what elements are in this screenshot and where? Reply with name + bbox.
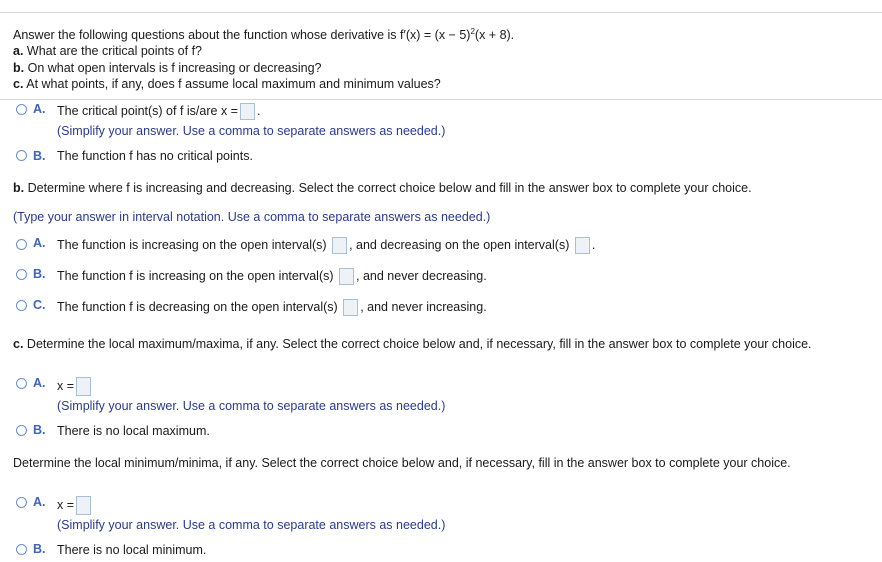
- partC-max-optA-text: [57, 377, 93, 396]
- partB-prompt: [13, 181, 752, 195]
- partA-optA-radio[interactable]: [16, 104, 27, 115]
- partB-optC-label2: , and never increasing.: [360, 299, 487, 314]
- question-a-text: What are the critical points of f?: [26, 44, 203, 58]
- partA-optA-end: .: [256, 103, 261, 118]
- partB-optC-radio[interactable]: [16, 300, 27, 311]
- partC-max-optB-radio[interactable]: [16, 425, 27, 436]
- partC-max-optA-radio[interactable]: [16, 378, 27, 389]
- partC-max-optB-letter: B.: [33, 423, 46, 437]
- partA-optA-letter: A.: [33, 102, 46, 116]
- partC-min-optA-radio[interactable]: [16, 497, 27, 508]
- decreasing-intervals-input[interactable]: [575, 237, 590, 254]
- partB-optA-label1: The function is increasing on the open interval(s): [57, 237, 327, 252]
- partC-prompt-text: Determine the local maximum/maxima, if any. Select the correct choice below and, if necessary, fill in the answer box to complete your choice.: [26, 337, 812, 351]
- question-b-label: b.: [13, 61, 25, 75]
- partB-prompt-label: b.: [13, 181, 25, 195]
- partC-min-prompt: Determine the local minimum/minima, if any. Select the correct choice below and, if necessary, fill in the answer box to complete your choice.: [13, 456, 791, 470]
- partB-optB-label1: The function f is increasing on the open interval(s): [57, 268, 334, 283]
- partB-optB-radio[interactable]: [16, 269, 27, 280]
- increasing-intervals-input[interactable]: [332, 237, 347, 254]
- critical-points-input[interactable]: [240, 103, 255, 120]
- intro-exponent: 2: [470, 27, 475, 36]
- partB-optA-end: .: [591, 237, 596, 252]
- partA-optB-radio[interactable]: [16, 150, 27, 161]
- partB-optC-letter: C.: [33, 298, 46, 312]
- partB-optB-letter: B.: [33, 267, 46, 281]
- partC-max-optA-letter: A.: [33, 376, 46, 390]
- partC-min-optA-text: [57, 496, 93, 515]
- partB-optB-text: [57, 268, 487, 285]
- partC-prompt-label: c.: [13, 337, 24, 351]
- partB-optA-text: [57, 237, 595, 254]
- partB-optB-label2: , and never decreasing.: [356, 268, 487, 283]
- intro-divider: [0, 99, 882, 100]
- partC-min-optB-radio[interactable]: [16, 544, 27, 555]
- partA-optA-hint: (Simplify your answer. Use a comma to separate answers as needed.): [57, 124, 446, 138]
- intro-prefix: Answer the following questions about the function whose derivative is f′(x) = (x − 5): [13, 28, 471, 43]
- increasing-only-input[interactable]: [339, 268, 354, 285]
- partC-min-optB-text: There is no local minimum.: [57, 543, 207, 557]
- local-min-input[interactable]: [76, 496, 91, 515]
- partC-prompt: [13, 337, 812, 351]
- partB-optC-label1: The function f is decreasing on the open interval(s): [57, 299, 338, 314]
- partC-min-optA-hint: (Simplify your answer. Use a comma to separate answers as needed.): [57, 518, 446, 532]
- top-divider: [0, 12, 882, 13]
- partC-max-optB-text: There is no local maximum.: [57, 424, 210, 438]
- question-c-text: At what points, if any, does f assume local maximum and minimum values?: [26, 77, 441, 91]
- question-a-label: a.: [13, 44, 24, 58]
- partA-optB-text: The function f has no critical points.: [57, 149, 253, 163]
- partB-optA-radio[interactable]: [16, 239, 27, 250]
- question-b-text: On what open intervals is f increasing or decreasing?: [27, 61, 322, 75]
- partB-optA-label2: , and decreasing on the open interval(s): [349, 237, 570, 252]
- partC-max-optA-label: x =: [57, 378, 75, 393]
- intro-suffix: (x + 8).: [474, 28, 515, 43]
- partA-optB-letter: B.: [33, 149, 46, 163]
- partA-optA-label: The critical point(s) of f is/are x =: [57, 103, 238, 118]
- partB-optA-letter: A.: [33, 236, 46, 250]
- local-max-input[interactable]: [76, 377, 91, 396]
- decreasing-only-input[interactable]: [343, 299, 358, 316]
- question-c: [13, 77, 441, 91]
- partB-hint: (Type your answer in interval notation. Use a comma to separate answers as needed.): [13, 210, 491, 224]
- partC-min-optA-label: x =: [57, 497, 75, 512]
- partC-min-optA-letter: A.: [33, 495, 46, 509]
- partC-min-optB-letter: B.: [33, 542, 46, 556]
- question-c-label: c.: [13, 77, 24, 91]
- partB-prompt-text: Determine where f is increasing and decreasing. Select the correct choice below and fill in the answer box to complete your choice.: [27, 181, 752, 195]
- question-intro: [13, 27, 514, 42]
- partA-optA-text: [57, 103, 260, 120]
- partC-max-optA-hint: (Simplify your answer. Use a comma to separate answers as needed.): [57, 399, 446, 413]
- question-b: [13, 61, 322, 75]
- question-a: [13, 44, 202, 58]
- partB-optC-text: [57, 299, 487, 316]
